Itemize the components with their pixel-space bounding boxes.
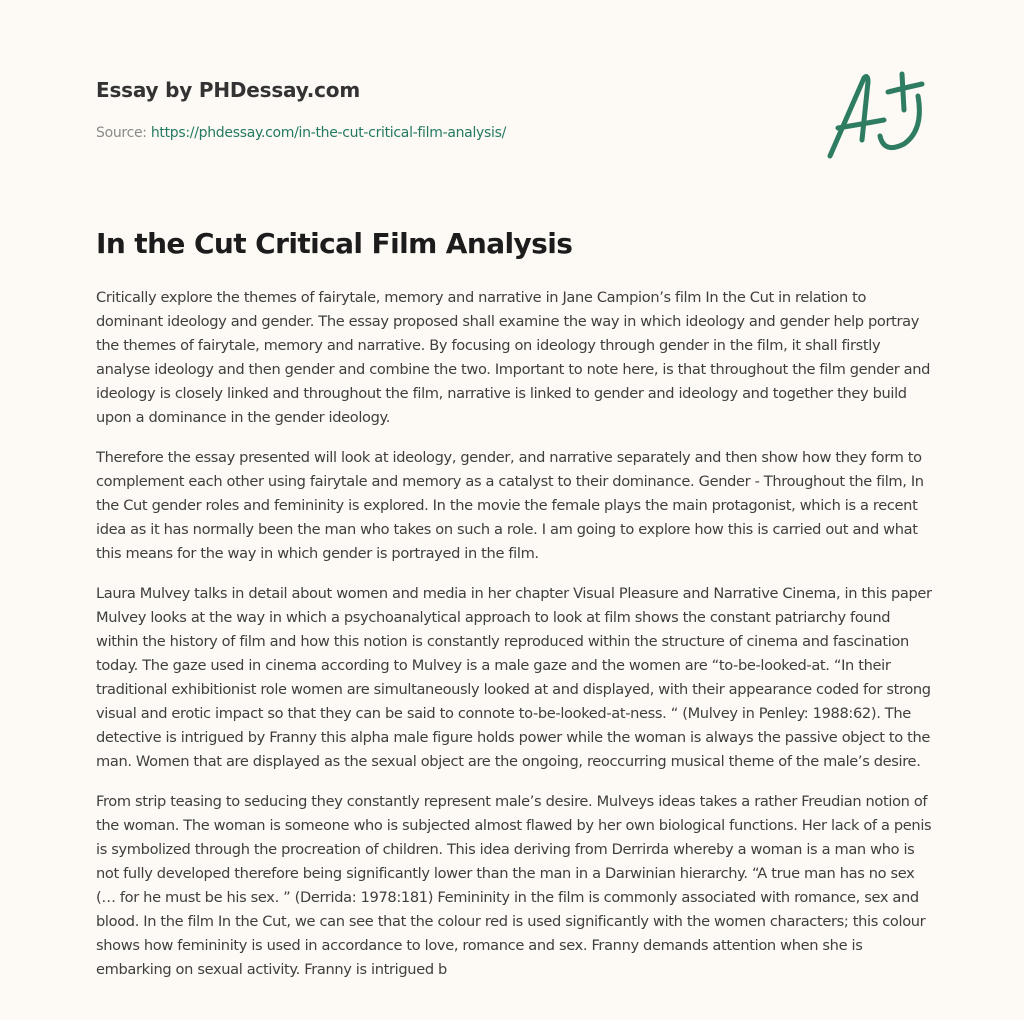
article-paragraph-4: From strip teasing to seducing they constantly represent male’s desire. Mulveys ideas takes a rather Freudian notion of the woman. The woman is someone who is subjected almost flawed by her own biological functions. Her lack of a penis is symbolized through the procreation of children. This idea deriving from Derrirda whereby a woman is a man who is not fully developed therefore being significantly lower than the man in a Darwinian hierarchy. “A true man has no sex (… for he must be his sex. ” (Derrida: 1978:181) Femininity in the film is commonly associated with romance, sex and blood. In the film In the Cut, we can see that the colour red is used significantly with the women characters; this colour shows how femininity is used in accordance to love, romance and sex. Franny demands attention when she is embarking on sexual activity. Franny is intrigued b <box>96 793 932 978</box>
article-title: In the Cut Critical Film Analysis <box>96 227 573 260</box>
site-title: Essay by PHDessay.com <box>96 78 360 102</box>
article-paragraph-2: Therefore the essay presented will look at ideology, gender, and narrative separately and then show how they form to complement each other using fairytale and memory as a catalyst to their dominance. Gender - Throughout the film, In the Cut gender roles and femininity is explored. In the movie the female plays the main protagonist, which is a recent idea as it has normally been the man who takes on such a role. I am going to explore how this is carried out and what this means for the way in which gender is portrayed in the film. <box>96 449 924 562</box>
article-paragraph-1: Critically explore the themes of fairytale, memory and narrative in Jane Campion’s film In the Cut in relation to dominant ideology and gender. The essay proposed shall examine the way in which ideology and gender help portray the themes of fairytale, memory and narrative. By focusing on ideology through gender in the film, it shall firstly analyse ideology and then gender and combine the two. Important to note here, is that throughout the film gender and ideology is closely linked and throughout the film, narrative is linked to gender and ideology and together they build upon a dominance in the gender ideology. <box>96 289 931 426</box>
a-plus-grade-icon <box>822 66 928 166</box>
article <box>96 224 936 998</box>
source-label: Source: <box>96 125 151 141</box>
source-link[interactable]: https://phdessay.com/in-the-cut-critical-film-analysis/ <box>150 125 507 141</box>
source-line <box>96 123 936 143</box>
article-paragraph-3: Laura Mulvey talks in detail about women and media in her chapter Visual Pleasure and Narrative Cinema, in this paper Mulvey looks at the way in which a psychoanalytical approach to look at film shows the constant patriarchy found within the history of film and how this notion is constantly reproduced within the structure of cinema and fascination today. The gaze used in cinema according to Mulvey is a male gaze and the women are “to-be-looked-at. “In their traditional exhibitionist role women are simultaneously looked at and displayed, with their appearance coded for strong visual and erotic impact so that they can be said to connote to-be-looked-at-ness. “ (Mulvey in Penley: 1988:62). The detective is intrigued by Franny this alpha male figure holds power while the woman is always the passive object to the man. Women that are displayed as the sexual object are the ongoing, reoccurring musical theme of the male’s desire. <box>96 585 932 770</box>
page-header <box>96 76 936 143</box>
